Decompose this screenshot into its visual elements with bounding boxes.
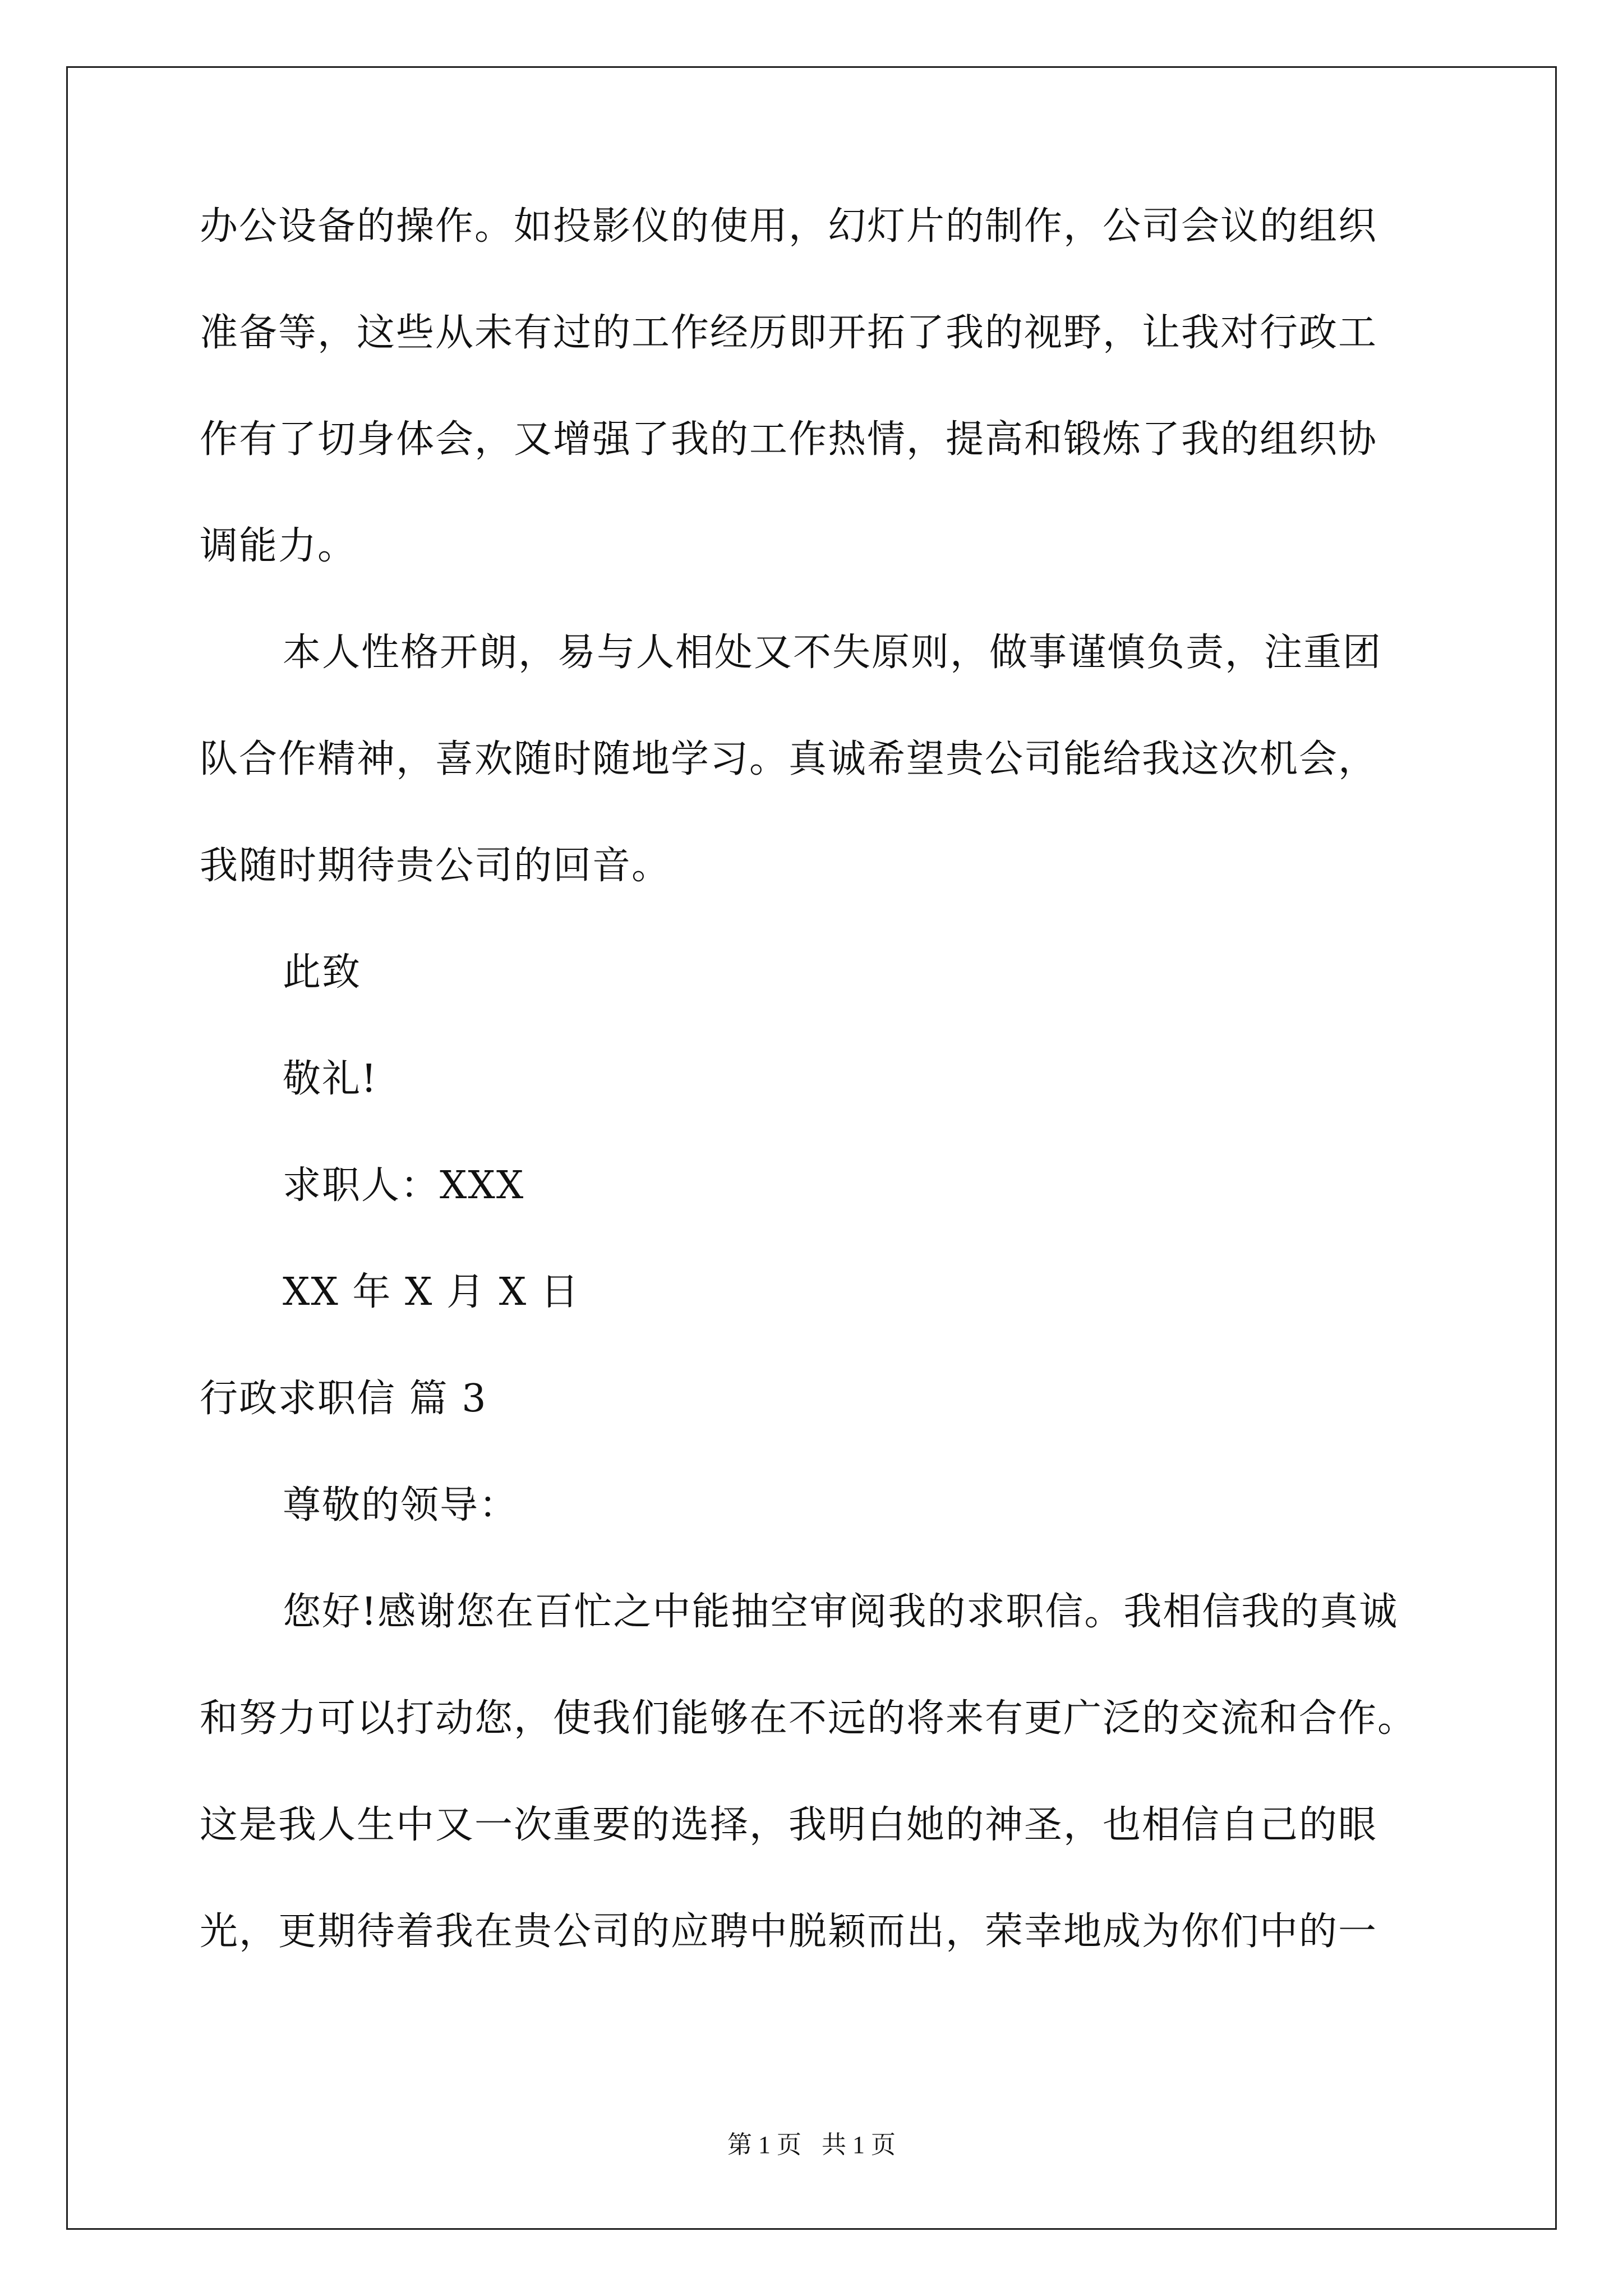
letter-date: XX 年 X 月 X 日	[283, 1270, 580, 1314]
paragraph-line: 本人性格开朗，易与人相处又不失原则，做事谨慎负责，注重团	[283, 631, 1382, 675]
paragraph-line: 这是我人生中又一次重要的选择，我明白她的神圣，也相信自己的眼	[200, 1803, 1378, 1847]
paragraph-line: 队合作精神，喜欢随时随地学习。真诚希望贵公司能给我这次机会，	[200, 737, 1378, 781]
closing-salutation: 此致	[283, 950, 362, 995]
section-heading: 行政求职信 篇 3	[200, 1377, 487, 1421]
current-page-number: 第 1 页	[727, 2131, 801, 2159]
paragraph-line: 我随时期待贵公司的回音。	[200, 844, 671, 888]
paragraph-line: 光，更期待着我在贵公司的应聘中脱颖而出，荣幸地成为你们中的一	[200, 1910, 1378, 1954]
greeting: 尊敬的领导：	[283, 1483, 519, 1527]
total-pages: 共 1 页	[822, 2131, 896, 2159]
paragraph-line: 办公设备的操作。如投影仪的使用，幻灯片的制作，公司会议的组织	[200, 204, 1378, 249]
page-footer	[0, 2132, 1623, 2159]
paragraph-line: 作有了切身体会，又增强了我的工作热情，提高和锻炼了我的组织协	[200, 417, 1378, 462]
paragraph-line: 您好!感谢您在百忙之中能抽空审阅我的求职信。我相信我的真诚	[283, 1590, 1399, 1634]
paragraph-line: 调能力。	[200, 524, 357, 568]
document-body	[200, 204, 1433, 2019]
closing-regards: 敬礼!	[283, 1057, 378, 1101]
applicant-signature: 求职人：XXX	[283, 1163, 525, 1208]
paragraph-line: 准备等，这些从未有过的工作经历即开拓了我的视野，让我对行政工	[200, 311, 1378, 355]
paragraph-line: 和努力可以打动您，使我们能够在不远的将来有更广泛的交流和合作。	[200, 1696, 1417, 1741]
